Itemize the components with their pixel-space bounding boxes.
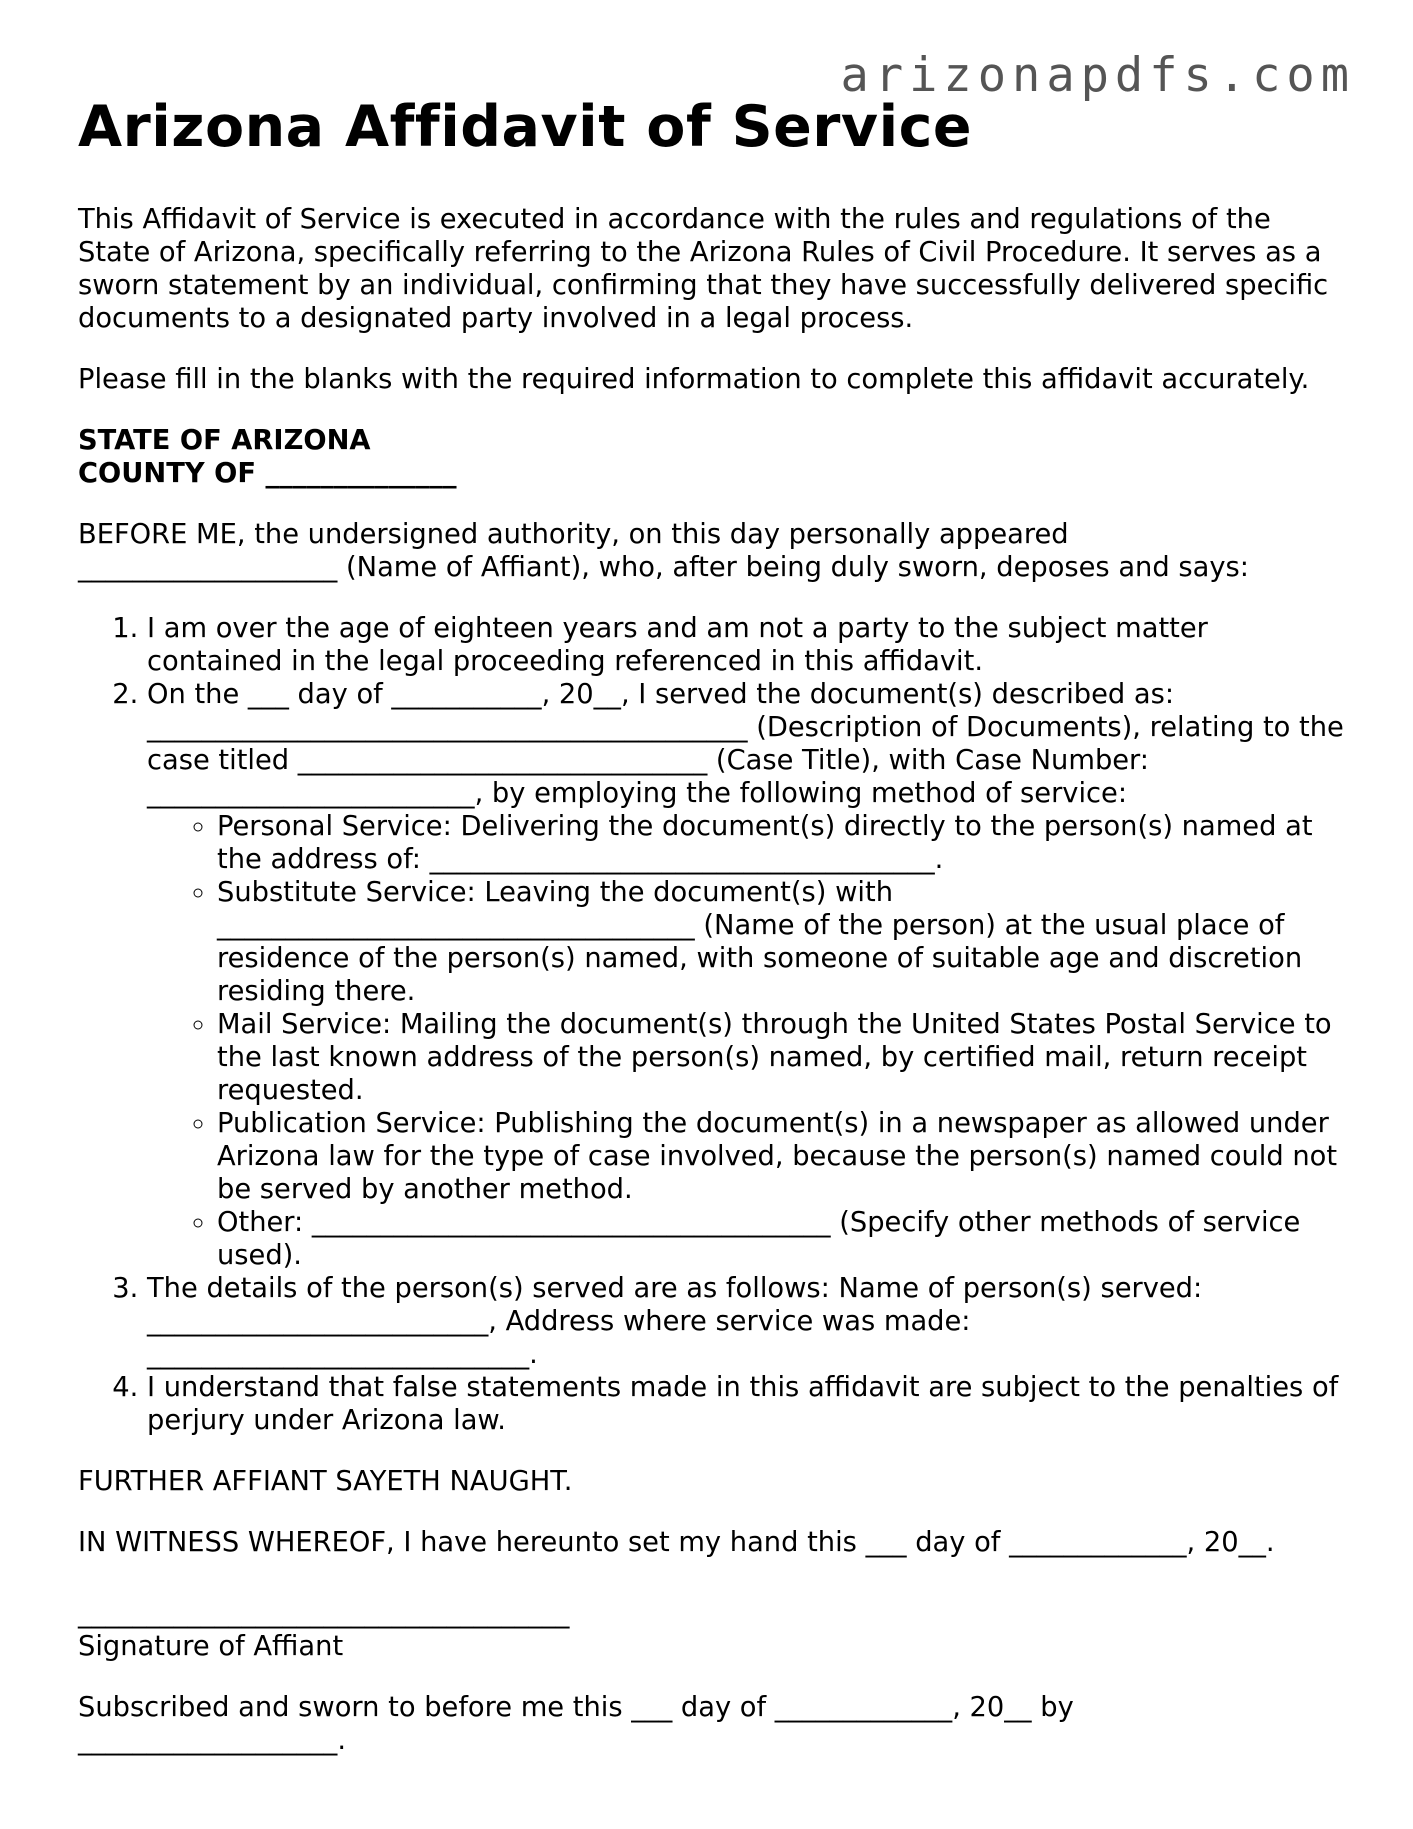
signature-label: Signature of Affiant [78,1631,344,1662]
statement-item [147,678,1348,1272]
signature-line: ____________________________________ [78,1598,570,1629]
statement-item [147,612,1348,678]
statement-item [147,1272,1348,1371]
preamble-line-1: BEFORE ME, the undersigned authority, on this day personally appeared [78,519,1069,550]
service-methods-list [147,810,1348,1272]
service-method-item: ◦ Mail Service: Mailing the document(s) through the United States Postal Service to the last known address of the person(s) named, by certified mail, return receipt requested. [217,1008,1348,1107]
witness-clause: IN WITNESS WHEREOF, I have hereunto set my hand this ___ day of _____________, 20__. [78,1527,1275,1558]
service-method-item: ◦ Substitute Service: Leaving the document(s) with ___________________________________ (Name of the person) at the usual place of residence of the person(s) named, with someone of suitable age and discretion residing there. [217,876,1348,1008]
statement-item [147,1371,1348,1437]
venue-county: COUNTY OF ______________ [78,458,457,489]
statement-text: I understand that false statements made in this affidavit are subject to the penalties of perjury under Arizona law. [147,1372,1339,1436]
service-method-item: ◦ Personal Service: Delivering the document(s) directly to the person(s) named at the address of: _____________________________________. [217,810,1348,876]
affidavit-body [78,203,1348,1757]
service-method-item: ◦ Other: ______________________________________ (Specify other methods of service used). [217,1206,1348,1272]
statement-text: On the ___ day of ___________, 20__, I served the document(s) described as: ____________________________________________ (Description of Documents), relating to the case titled ______________________________ (Case Title), with Case Number: ________________________, by employing the following method of service: [147,679,1344,809]
instruction-paragraph: Please fill in the blanks with the required information to complete this affidavit accurately. [78,364,1310,395]
statement-text: I am over the age of eighteen years and am not a party to the subject matter contained in the legal proceeding referenced in this affidavit. [147,613,1208,677]
page-title: Arizona Affidavit of Service [78,94,973,160]
service-method-item: ◦ Publication Service: Publishing the document(s) in a newspaper as allowed under Arizona law for the type of case involved, because the person(s) named could not be served by another method. [217,1107,1348,1206]
affidavit-statements [78,612,1348,1437]
jurat-line-1: Subscribed and sworn to before me this ___ day of _____________, 20__ by [78,1692,1074,1723]
site-watermark: arizonapdfs.com [840,48,1355,103]
statement-text: The details of the person(s) served are as follows: Name of person(s) served: _________________________, Address where service was made: ____________________________. [147,1273,1203,1370]
intro-paragraph: This Affidavit of Service is executed in accordance with the rules and regulations of the State of Arizona, specifically referring to the Arizona Rules of Civil Procedure. It serves as a sworn statement by an individual, confirming that they have successfully delivered specific documents to a designated party involved in a legal process. [78,204,1329,334]
jurat-line-2: ___________________. [78,1725,346,1756]
further-affiant-line: FURTHER AFFIANT SAYETH NAUGHT. [78,1466,573,1497]
venue-state: STATE OF ARIZONA [78,425,371,456]
preamble-line-2: ___________________ (Name of Affiant), who, after being duly sworn, deposes and says: [78,552,1249,583]
